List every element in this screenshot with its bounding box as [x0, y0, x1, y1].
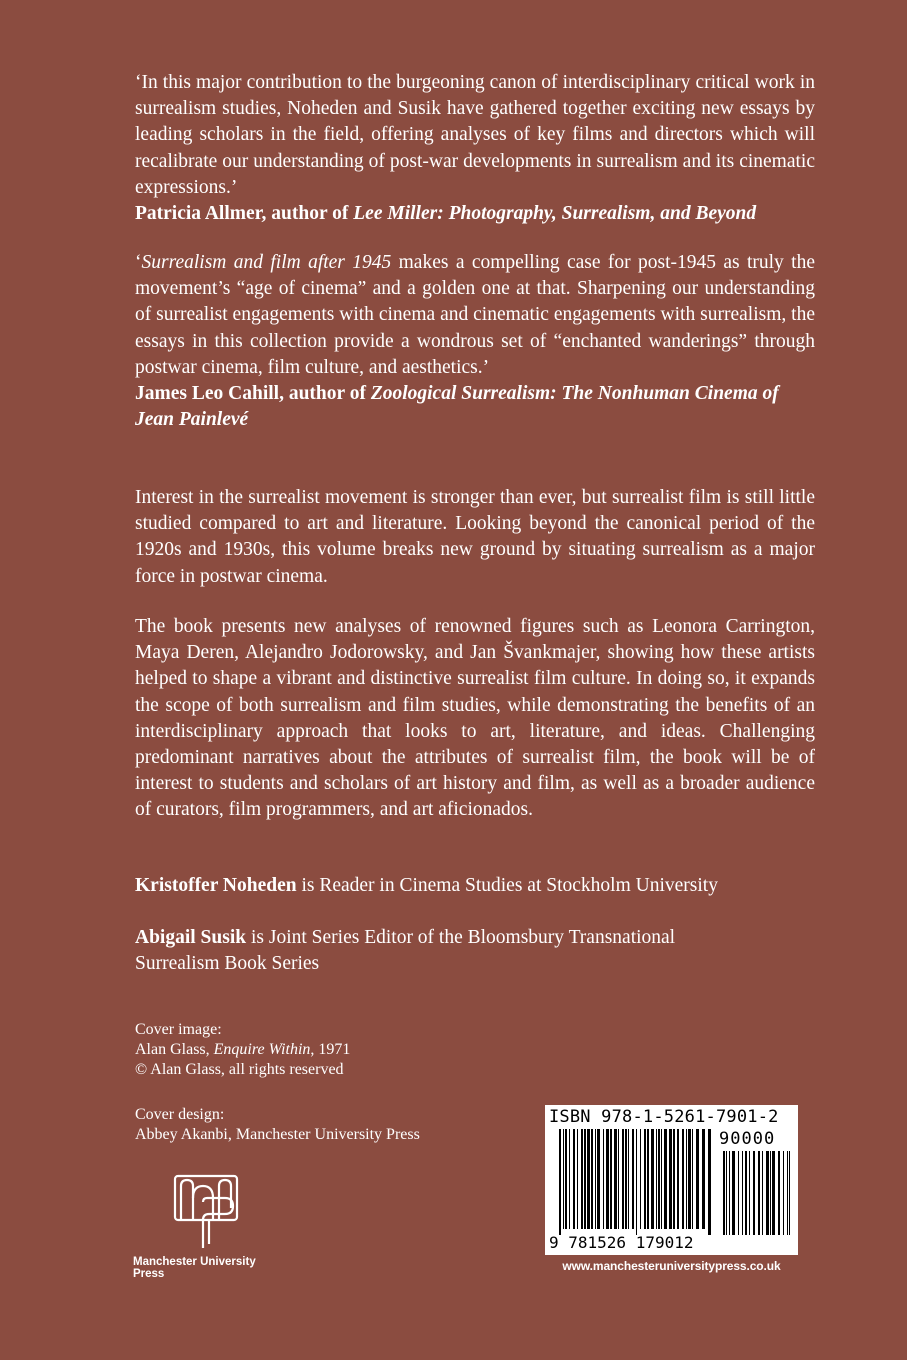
- quote-1-text: ‘In this major contribution to the burgeoning canon of interdisciplinary critical work in surrealism studies, Noheden and Susik have gathered together exciting new essays by leading scholars in the field, offering analyses of key films and directors which will recalibrate our understanding of post-war developments in surrealism and its cinematic expressions.’: [135, 72, 815, 198]
- quote-1-attribution: [135, 201, 815, 227]
- quote-2-open-mark: ‘: [135, 252, 142, 273]
- cover-image-credit: [135, 1020, 350, 1080]
- author-bio-1: [135, 873, 815, 899]
- publisher-url[interactable]: www.manchesteruniversitypress.co.uk: [562, 1259, 781, 1273]
- cover-image-rights: © Alan Glass, all rights reserved: [135, 1061, 344, 1078]
- quote-1-book-title: Lee Miller: Photography, Surrealism, and Beyond: [353, 203, 757, 225]
- author-bio-2: [135, 925, 735, 977]
- cover-design-credit: [135, 1105, 420, 1145]
- description-para-1: [135, 485, 815, 590]
- barcode-addon-number: 90000: [719, 1129, 776, 1149]
- barcode-digits: 9 781526 179012: [549, 1233, 694, 1252]
- quote-1: [135, 70, 815, 227]
- description-text-2: The book presents new analyses of renowned figures such as Leonora Carrington, Maya Deren, Alejandro Jodorowsky, and Jan Švankmajer, showing how these artists helped to shape a vibrant and distinctive surrealist film culture. In doing so, it expands the scope of both surrealism and film studies, while demonstrating the benefits of an interdisciplinary approach that looks to art, literature, and ideas. Challenging predominant narratives about the attributes of surrealist film, the book will be of interest to students and scholars of art history and film, as well as a broader audience of curators, film programmers, and art aficionados.: [135, 616, 815, 821]
- description-text-1: Interest in the surrealist movement is stronger than ever, but surrealist film is still little studied compared to art and literature. Looking beyond the canonical period of the 1920s and 1930s, this volume breaks new ground by situating surrealism as a major force in postwar cinema.: [135, 487, 815, 587]
- publisher-logo-icon: [133, 1168, 283, 1258]
- cover-design-designer: Abbey Akanbi, Manchester University Press: [135, 1126, 420, 1143]
- cover-image-label: Cover image:: [135, 1021, 222, 1038]
- cover-image-artist: Alan Glass,: [135, 1041, 214, 1058]
- quote-2: [135, 250, 815, 433]
- quote-2-author: James Leo Cahill, author of: [135, 383, 371, 405]
- quote-2-book-title: Surrealism and film after 1945: [141, 252, 392, 273]
- isbn-label: ISBN 978-1-5261-7901-2: [549, 1107, 779, 1127]
- cover-image-title: Enquire Within: [213, 1041, 311, 1058]
- author-bio-text-2: is Joint Series Editor of the Bloomsbury Transnational Surrealism Book Series: [135, 927, 676, 975]
- quote-2-body: makes a compelling case for post-1945 as truly the movement’s “age of cinema” and a golden one at that. Sharpening our understanding of surrealist engagements with cinema and cinematic engagements with surrealism, the essays in this collection provide a wondrous set of “enchanted wanderings” through postwar cinema, film culture, and aesthetics.’: [135, 252, 815, 378]
- quote-2-text: [135, 250, 815, 381]
- quote-2-cited-title: Zoological Surrealism: The Nonhuman Cinema of Jean Painlevé: [135, 383, 779, 431]
- publisher-name: Manchester University Press: [133, 1256, 256, 1280]
- description-para-2: [135, 614, 815, 824]
- author-bio-text-1: is Reader in Cinema Studies at Stockholm University: [296, 875, 718, 896]
- cover-design-label: Cover design:: [135, 1106, 225, 1123]
- cover-image-year: , 1971: [310, 1041, 351, 1058]
- isbn-barcode: [545, 1105, 798, 1255]
- author-name-1: Kristoffer Noheden: [135, 875, 297, 896]
- author-name-2: Abigail Susik: [135, 927, 247, 948]
- quote-2-attribution: [135, 381, 815, 433]
- quote-1-author: Patricia Allmer, author of: [135, 203, 354, 225]
